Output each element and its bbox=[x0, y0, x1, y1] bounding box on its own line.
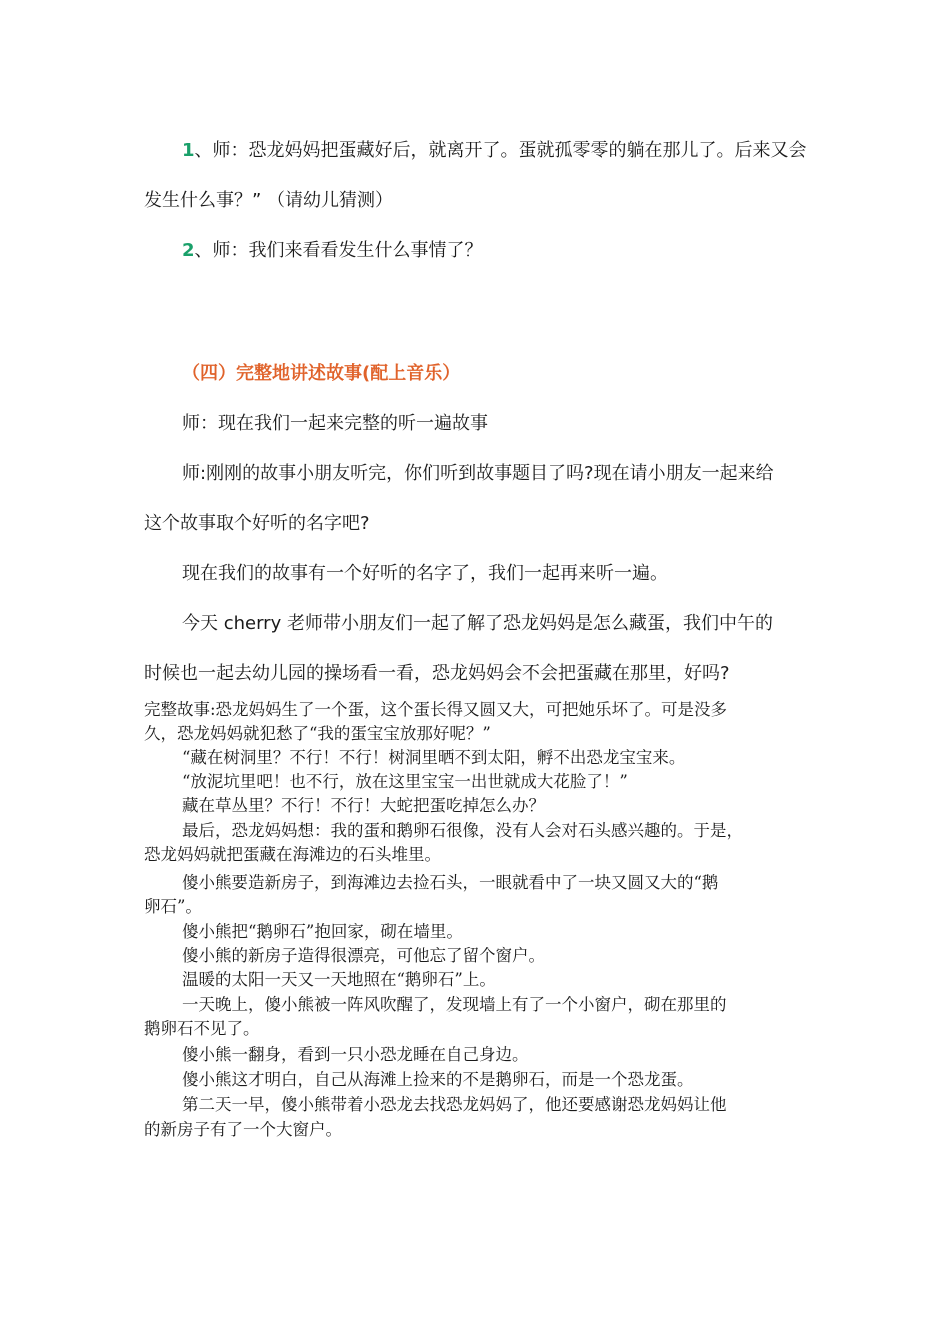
story-line: 的新房子有了一个大窗户。 bbox=[144, 1120, 342, 1139]
story-line: 温暖的太阳一天又一天地照在“鹅卵石”上。 bbox=[182, 970, 496, 989]
story-line: 鹅卵石不见了。 bbox=[144, 1019, 260, 1038]
item-1-continuation bbox=[144, 189, 393, 213]
item-text: 发生什么事？” （请幼儿猜测） bbox=[144, 190, 394, 211]
story-line: 傻小熊这才明白，自己从海滩上捡来的不是鹅卵石，而是一个恐龙蛋。 bbox=[182, 1070, 694, 1089]
item-1 bbox=[182, 139, 807, 163]
story-line: 傻小熊把“鹅卵石”抱回家，砌在墙里。 bbox=[182, 922, 463, 941]
item-number: 2 bbox=[182, 240, 195, 261]
paragraph-line: 时候也一起去幼儿园的操场看一看，恐龙妈妈会不会把蛋藏在那里，好吗? bbox=[144, 663, 730, 684]
story-line: 卵石”。 bbox=[144, 897, 202, 916]
story-line: 傻小熊的新房子造得很漂亮，可他忘了留个窗户。 bbox=[182, 946, 545, 965]
story-line: 一天晚上，傻小熊被一阵风吹醒了，发现墙上有了一个小窗户，砌在那里的 bbox=[182, 995, 727, 1014]
story-line: “放泥坑里吧！也不行，放在这里宝宝一出世就成大花脸了！” bbox=[182, 772, 628, 791]
paragraph-line: 现在我们的故事有一个好听的名字了，我们一起再来听一遍。 bbox=[182, 563, 668, 584]
story-line: 完整故事:恐龙妈妈生了一个蛋，这个蛋长得又圆又大，可把她乐坏了。可是没多 bbox=[144, 700, 728, 719]
story-line: 藏在草丛里？不行！不行！大蛇把蛋吃掉怎么办？ bbox=[182, 796, 545, 815]
story-line: 第二天一早，傻小熊带着小恐龙去找恐龙妈妈了，他还要感谢恐龙妈妈让他 bbox=[182, 1095, 727, 1114]
paragraph-line: 这个故事取个好听的名字吧? bbox=[144, 513, 370, 534]
story-line: 傻小熊要造新房子，到海滩边去捡石头，一眼就看中了一块又圆又大的“鹅 bbox=[182, 873, 719, 892]
section-heading: （四）完整地讲述故事(配上音乐） bbox=[182, 363, 461, 384]
story-line: 久，恐龙妈妈就犯愁了“我的蛋宝宝放那好呢？” bbox=[144, 724, 491, 743]
paragraph-line: 师：现在我们一起来完整的听一遍故事 bbox=[182, 413, 488, 434]
story-line: “藏在树洞里？不行！不行！树洞里晒不到太阳，孵不出恐龙宝宝来。 bbox=[182, 748, 686, 767]
item-number: 1 bbox=[182, 140, 195, 161]
item-text: 、师：恐龙妈妈把蛋藏好后，就离开了。蛋就孤零零的躺在那儿了。后来又会 bbox=[194, 140, 807, 161]
story-line: 傻小熊一翻身，看到一只小恐龙睡在自己身边。 bbox=[182, 1045, 529, 1064]
paragraph-line: 师:刚刚的故事小朋友听完，你们听到故事题目了吗?现在请小朋友一起来给 bbox=[182, 463, 774, 484]
story-line: 恐龙妈妈就把蛋藏在海滩边的石头堆里。 bbox=[144, 845, 441, 864]
story-line: 最后，恐龙妈妈想：我的蛋和鹅卵石很像，没有人会对石头感兴趣的。于是， bbox=[182, 821, 743, 840]
item-text: 、师：我们来看看发生什么事情了？ bbox=[194, 240, 483, 261]
paragraph-line: 今天 cherry 老师带小朋友们一起了解了恐龙妈妈是怎么藏蛋，我们中午的 bbox=[182, 613, 773, 634]
item-2 bbox=[182, 239, 483, 263]
